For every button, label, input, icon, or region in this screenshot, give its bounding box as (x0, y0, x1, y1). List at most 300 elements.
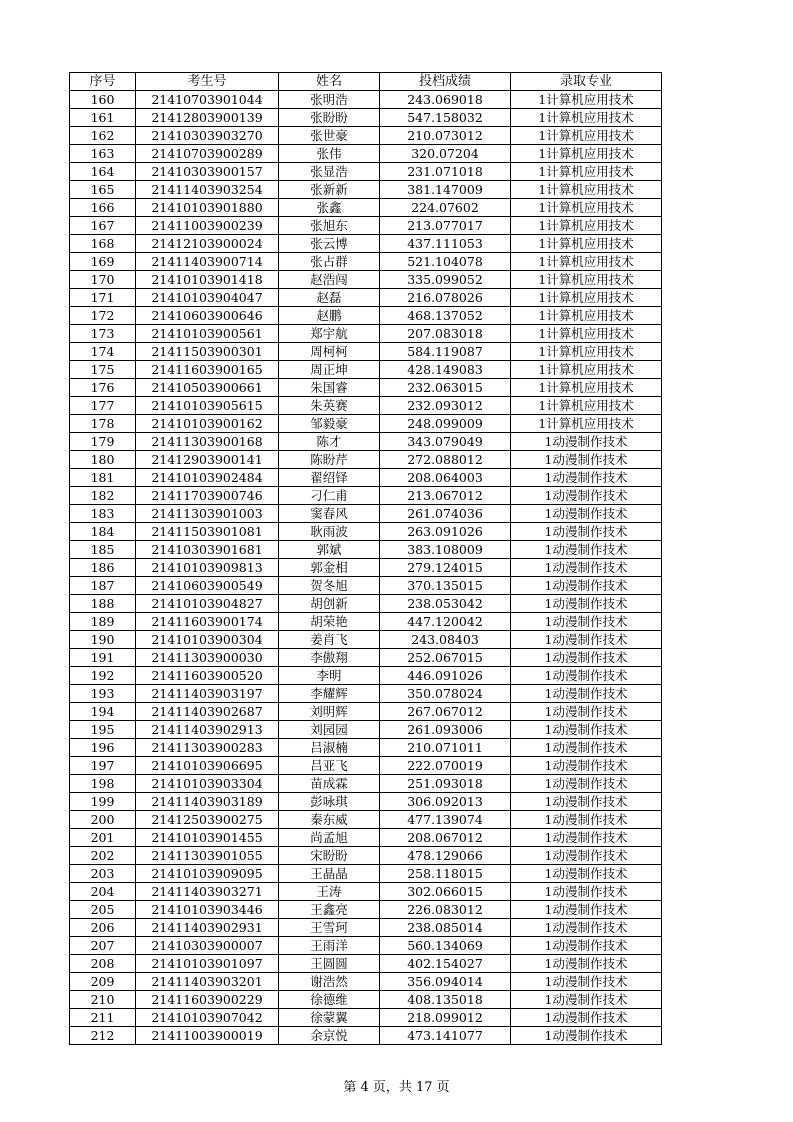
cell-name: 郭斌 (279, 541, 380, 559)
cell-seq: 162 (70, 127, 136, 145)
cell-seq: 166 (70, 199, 136, 217)
cell-major: 1计算机应用技术 (511, 235, 662, 253)
cell-score: 232.093012 (380, 397, 511, 415)
cell-name: 徐蒙翼 (279, 1009, 380, 1027)
cell-score: 222.070019 (380, 757, 511, 775)
cell-score: 521.104078 (380, 253, 511, 271)
cell-seq: 200 (70, 811, 136, 829)
page-number: 第 4 页，共 17 页 (343, 1080, 450, 1095)
cell-major: 1计算机应用技术 (511, 325, 662, 343)
cell-exam-id: 21411403902687 (136, 703, 279, 721)
cell-exam-id: 21410103909813 (136, 559, 279, 577)
table-row (70, 415, 662, 433)
cell-name: 翟绍铎 (279, 469, 380, 487)
cell-seq: 192 (70, 667, 136, 685)
cell-score: 446.091026 (380, 667, 511, 685)
table-row (70, 775, 662, 793)
table-row (70, 397, 662, 415)
cell-seq: 181 (70, 469, 136, 487)
cell-exam-id: 21411403903271 (136, 883, 279, 901)
cell-name: 王涛 (279, 883, 380, 901)
table-row (70, 865, 662, 883)
cell-seq: 169 (70, 253, 136, 271)
cell-major: 1动漫制作技术 (511, 667, 662, 685)
cell-exam-id: 21411403903254 (136, 181, 279, 199)
cell-seq: 184 (70, 523, 136, 541)
table-row (70, 379, 662, 397)
cell-score: 320.07204 (380, 145, 511, 163)
cell-seq: 191 (70, 649, 136, 667)
cell-name: 朱国睿 (279, 379, 380, 397)
cell-exam-id: 21411303900168 (136, 433, 279, 451)
cell-major: 1动漫制作技术 (511, 793, 662, 811)
cell-seq: 180 (70, 451, 136, 469)
cell-exam-id: 21410103904827 (136, 595, 279, 613)
cell-exam-id: 21410703900289 (136, 145, 279, 163)
cell-exam-id: 21410103901880 (136, 199, 279, 217)
cell-exam-id: 21410103900304 (136, 631, 279, 649)
cell-score: 267.067012 (380, 703, 511, 721)
cell-name: 李傲翔 (279, 649, 380, 667)
table-row (70, 361, 662, 379)
cell-exam-id: 21411603900165 (136, 361, 279, 379)
cell-major: 1动漫制作技术 (511, 703, 662, 721)
cell-major: 1动漫制作技术 (511, 631, 662, 649)
cell-exam-id: 21411303900030 (136, 649, 279, 667)
cell-seq: 202 (70, 847, 136, 865)
cell-major: 1动漫制作技术 (511, 487, 662, 505)
table-row (70, 487, 662, 505)
table-row (70, 505, 662, 523)
table-row (70, 181, 662, 199)
cell-score: 584.119087 (380, 343, 511, 361)
cell-name: 赵磊 (279, 289, 380, 307)
cell-exam-id: 21410703901044 (136, 91, 279, 109)
cell-name: 张新新 (279, 181, 380, 199)
table-row (70, 739, 662, 757)
cell-major: 1动漫制作技术 (511, 883, 662, 901)
cell-major: 1计算机应用技术 (511, 415, 662, 433)
cell-major: 1动漫制作技术 (511, 559, 662, 577)
cell-score: 306.092013 (380, 793, 511, 811)
cell-major: 1计算机应用技术 (511, 127, 662, 145)
table-row (70, 703, 662, 721)
table-row (70, 109, 662, 127)
cell-exam-id: 21411703900746 (136, 487, 279, 505)
cell-major: 1动漫制作技术 (511, 955, 662, 973)
table-row (70, 757, 662, 775)
cell-seq: 196 (70, 739, 136, 757)
table-row (70, 289, 662, 307)
cell-major: 1计算机应用技术 (511, 343, 662, 361)
cell-score: 218.099012 (380, 1009, 511, 1027)
cell-exam-id: 21412903900141 (136, 451, 279, 469)
cell-name: 刘园园 (279, 721, 380, 739)
table-row (70, 631, 662, 649)
cell-exam-id: 21411303901003 (136, 505, 279, 523)
cell-exam-id: 21410603900646 (136, 307, 279, 325)
cell-score: 279.124015 (380, 559, 511, 577)
cell-name: 赵浩闯 (279, 271, 380, 289)
table-row (70, 433, 662, 451)
cell-name: 王圆圆 (279, 955, 380, 973)
cell-name: 谢浩然 (279, 973, 380, 991)
table-row (70, 973, 662, 991)
cell-score: 381.147009 (380, 181, 511, 199)
cell-exam-id: 21411403903189 (136, 793, 279, 811)
cell-major: 1动漫制作技术 (511, 595, 662, 613)
table-row (70, 883, 662, 901)
cell-exam-id: 21410103903304 (136, 775, 279, 793)
table-row (70, 649, 662, 667)
cell-score: 437.111053 (380, 235, 511, 253)
table-row (70, 235, 662, 253)
cell-seq: 168 (70, 235, 136, 253)
cell-exam-id: 21410603900549 (136, 577, 279, 595)
cell-major: 1计算机应用技术 (511, 379, 662, 397)
cell-seq: 190 (70, 631, 136, 649)
header-seq: 序号 (70, 73, 136, 91)
cell-seq: 212 (70, 1027, 136, 1045)
cell-score: 356.094014 (380, 973, 511, 991)
cell-score: 263.091026 (380, 523, 511, 541)
cell-score: 272.088012 (380, 451, 511, 469)
cell-major: 1计算机应用技术 (511, 289, 662, 307)
cell-name: 王晶晶 (279, 865, 380, 883)
cell-exam-id: 21411503901081 (136, 523, 279, 541)
cell-score: 210.071011 (380, 739, 511, 757)
cell-name: 张伟 (279, 145, 380, 163)
cell-exam-id: 21411603900229 (136, 991, 279, 1009)
table-header-row (70, 73, 662, 91)
cell-name: 秦东威 (279, 811, 380, 829)
cell-major: 1计算机应用技术 (511, 271, 662, 289)
cell-score: 231.071018 (380, 163, 511, 181)
table-row (70, 901, 662, 919)
cell-name: 陈才 (279, 433, 380, 451)
cell-major: 1动漫制作技术 (511, 469, 662, 487)
table-row (70, 541, 662, 559)
cell-exam-id: 21410103904047 (136, 289, 279, 307)
cell-major: 1计算机应用技术 (511, 253, 662, 271)
cell-exam-id: 21411403902931 (136, 919, 279, 937)
cell-exam-id: 21410103900561 (136, 325, 279, 343)
cell-major: 1动漫制作技术 (511, 829, 662, 847)
table-row (70, 523, 662, 541)
cell-seq: 172 (70, 307, 136, 325)
cell-major: 1动漫制作技术 (511, 523, 662, 541)
cell-score: 232.063015 (380, 379, 511, 397)
cell-major: 1计算机应用技术 (511, 163, 662, 181)
cell-score: 252.067015 (380, 649, 511, 667)
cell-score: 477.139074 (380, 811, 511, 829)
cell-major: 1动漫制作技术 (511, 685, 662, 703)
cell-name: 徐德维 (279, 991, 380, 1009)
cell-major: 1动漫制作技术 (511, 721, 662, 739)
cell-name: 吕淑楠 (279, 739, 380, 757)
cell-score: 447.120042 (380, 613, 511, 631)
table-row (70, 595, 662, 613)
table-row (70, 91, 662, 109)
table-row (70, 577, 662, 595)
cell-major: 1计算机应用技术 (511, 181, 662, 199)
cell-name: 张世豪 (279, 127, 380, 145)
table-row (70, 217, 662, 235)
cell-name: 尚孟旭 (279, 829, 380, 847)
cell-seq: 182 (70, 487, 136, 505)
cell-score: 251.093018 (380, 775, 511, 793)
cell-seq: 165 (70, 181, 136, 199)
cell-score: 261.093006 (380, 721, 511, 739)
cell-name: 张盼盼 (279, 109, 380, 127)
cell-seq: 208 (70, 955, 136, 973)
cell-seq: 199 (70, 793, 136, 811)
cell-seq: 193 (70, 685, 136, 703)
table-row (70, 163, 662, 181)
cell-score: 370.135015 (380, 577, 511, 595)
cell-exam-id: 21410103907042 (136, 1009, 279, 1027)
cell-seq: 195 (70, 721, 136, 739)
cell-major: 1动漫制作技术 (511, 1027, 662, 1045)
cell-score: 258.118015 (380, 865, 511, 883)
cell-seq: 209 (70, 973, 136, 991)
table-row (70, 325, 662, 343)
cell-major: 1动漫制作技术 (511, 811, 662, 829)
cell-seq: 211 (70, 1009, 136, 1027)
cell-seq: 210 (70, 991, 136, 1009)
cell-name: 张占群 (279, 253, 380, 271)
cell-exam-id: 21410103903446 (136, 901, 279, 919)
table-row (70, 559, 662, 577)
header-score: 投档成绩 (380, 73, 511, 91)
cell-name: 周柯柯 (279, 343, 380, 361)
cell-seq: 167 (70, 217, 136, 235)
cell-exam-id: 21411603900520 (136, 667, 279, 685)
cell-name: 苗成霖 (279, 775, 380, 793)
cell-major: 1计算机应用技术 (511, 217, 662, 235)
cell-major: 1动漫制作技术 (511, 901, 662, 919)
cell-score: 243.069018 (380, 91, 511, 109)
cell-exam-id: 21411403903201 (136, 973, 279, 991)
cell-exam-id: 21410103901418 (136, 271, 279, 289)
cell-seq: 205 (70, 901, 136, 919)
table-row (70, 811, 662, 829)
cell-major: 1动漫制作技术 (511, 433, 662, 451)
cell-major: 1动漫制作技术 (511, 937, 662, 955)
cell-seq: 170 (70, 271, 136, 289)
cell-exam-id: 21410303901681 (136, 541, 279, 559)
cell-seq: 177 (70, 397, 136, 415)
cell-score: 547.158032 (380, 109, 511, 127)
cell-score: 216.078026 (380, 289, 511, 307)
header-major: 录取专业 (511, 73, 662, 91)
cell-name: 邹毅豪 (279, 415, 380, 433)
cell-name: 王鑫亮 (279, 901, 380, 919)
cell-major: 1计算机应用技术 (511, 145, 662, 163)
cell-name: 郭金相 (279, 559, 380, 577)
table-row (70, 829, 662, 847)
cell-exam-id: 21411403900714 (136, 253, 279, 271)
cell-seq: 198 (70, 775, 136, 793)
cell-exam-id: 21410103906695 (136, 757, 279, 775)
cell-major: 1计算机应用技术 (511, 109, 662, 127)
cell-exam-id: 21411403902913 (136, 721, 279, 739)
cell-exam-id: 21411003900019 (136, 1027, 279, 1045)
cell-exam-id: 21411303901055 (136, 847, 279, 865)
cell-major: 1动漫制作技术 (511, 613, 662, 631)
cell-name: 贺冬旭 (279, 577, 380, 595)
cell-score: 238.085014 (380, 919, 511, 937)
cell-name: 窦春风 (279, 505, 380, 523)
header-exam-id: 考生号 (136, 73, 279, 91)
cell-major: 1动漫制作技术 (511, 649, 662, 667)
table-row (70, 1009, 662, 1027)
cell-major: 1动漫制作技术 (511, 991, 662, 1009)
cell-exam-id: 21410303900007 (136, 937, 279, 955)
cell-major: 1动漫制作技术 (511, 541, 662, 559)
cell-seq: 197 (70, 757, 136, 775)
cell-major: 1动漫制作技术 (511, 505, 662, 523)
admission-table (69, 72, 662, 1045)
cell-name: 张旭东 (279, 217, 380, 235)
table-row (70, 937, 662, 955)
cell-score: 261.074036 (380, 505, 511, 523)
table-row (70, 307, 662, 325)
cell-seq: 207 (70, 937, 136, 955)
cell-score: 208.067012 (380, 829, 511, 847)
cell-exam-id: 21411503900301 (136, 343, 279, 361)
cell-seq: 194 (70, 703, 136, 721)
cell-name: 姜肖飞 (279, 631, 380, 649)
table-row (70, 469, 662, 487)
cell-exam-id: 21411003900239 (136, 217, 279, 235)
table-row (70, 343, 662, 361)
cell-score: 343.079049 (380, 433, 511, 451)
cell-score: 473.141077 (380, 1027, 511, 1045)
cell-name: 王雨洋 (279, 937, 380, 955)
table-row (70, 667, 662, 685)
cell-score: 238.053042 (380, 595, 511, 613)
cell-major: 1动漫制作技术 (511, 451, 662, 469)
cell-major: 1计算机应用技术 (511, 91, 662, 109)
cell-score: 478.129066 (380, 847, 511, 865)
cell-seq: 206 (70, 919, 136, 937)
cell-name: 余京悦 (279, 1027, 380, 1045)
cell-name: 吕亚飞 (279, 757, 380, 775)
cell-name: 郑宇航 (279, 325, 380, 343)
cell-seq: 183 (70, 505, 136, 523)
cell-name: 张鑫 (279, 199, 380, 217)
cell-seq: 203 (70, 865, 136, 883)
cell-exam-id: 21412503900275 (136, 811, 279, 829)
cell-score: 402.154027 (380, 955, 511, 973)
table-row (70, 847, 662, 865)
cell-seq: 188 (70, 595, 136, 613)
cell-score: 243.08403 (380, 631, 511, 649)
cell-seq: 160 (70, 91, 136, 109)
cell-major: 1动漫制作技术 (511, 973, 662, 991)
cell-name: 耿雨波 (279, 523, 380, 541)
cell-name: 胡荣艳 (279, 613, 380, 631)
table-row (70, 919, 662, 937)
table-row (70, 793, 662, 811)
cell-score: 408.135018 (380, 991, 511, 1009)
cell-name: 李明 (279, 667, 380, 685)
table-row (70, 145, 662, 163)
cell-exam-id: 21410103901455 (136, 829, 279, 847)
cell-score: 428.149083 (380, 361, 511, 379)
cell-name: 胡创新 (279, 595, 380, 613)
table-row (70, 271, 662, 289)
table-row (70, 199, 662, 217)
cell-seq: 189 (70, 613, 136, 631)
cell-score: 207.083018 (380, 325, 511, 343)
cell-major: 1动漫制作技术 (511, 1009, 662, 1027)
header-name: 姓名 (279, 73, 380, 91)
cell-exam-id: 21411403903197 (136, 685, 279, 703)
cell-exam-id: 21411303900283 (136, 739, 279, 757)
cell-score: 248.099009 (380, 415, 511, 433)
cell-name: 彭咏琪 (279, 793, 380, 811)
cell-name: 张云博 (279, 235, 380, 253)
cell-seq: 174 (70, 343, 136, 361)
cell-name: 刘明辉 (279, 703, 380, 721)
cell-major: 1计算机应用技术 (511, 307, 662, 325)
cell-seq: 163 (70, 145, 136, 163)
cell-name: 朱英赛 (279, 397, 380, 415)
table-row (70, 451, 662, 469)
cell-score: 302.066015 (380, 883, 511, 901)
cell-seq: 173 (70, 325, 136, 343)
cell-seq: 186 (70, 559, 136, 577)
cell-seq: 171 (70, 289, 136, 307)
cell-score: 210.073012 (380, 127, 511, 145)
cell-score: 226.083012 (380, 901, 511, 919)
table-row (70, 127, 662, 145)
cell-major: 1动漫制作技术 (511, 757, 662, 775)
cell-exam-id: 21410503900661 (136, 379, 279, 397)
cell-major: 1动漫制作技术 (511, 847, 662, 865)
cell-exam-id: 21412103900024 (136, 235, 279, 253)
table-row (70, 955, 662, 973)
cell-name: 陈盼芹 (279, 451, 380, 469)
cell-major: 1动漫制作技术 (511, 865, 662, 883)
cell-name: 李耀辉 (279, 685, 380, 703)
cell-exam-id: 21411603900174 (136, 613, 279, 631)
cell-score: 383.108009 (380, 541, 511, 559)
table-row (70, 721, 662, 739)
cell-exam-id: 21410103900162 (136, 415, 279, 433)
cell-exam-id: 21412803900139 (136, 109, 279, 127)
cell-major: 1动漫制作技术 (511, 919, 662, 937)
cell-score: 468.137052 (380, 307, 511, 325)
cell-seq: 164 (70, 163, 136, 181)
table-row (70, 991, 662, 1009)
cell-exam-id: 21410303900157 (136, 163, 279, 181)
cell-score: 560.134069 (380, 937, 511, 955)
cell-seq: 175 (70, 361, 136, 379)
cell-exam-id: 21410103902484 (136, 469, 279, 487)
cell-major: 1动漫制作技术 (511, 775, 662, 793)
cell-seq: 176 (70, 379, 136, 397)
cell-seq: 179 (70, 433, 136, 451)
cell-seq: 185 (70, 541, 136, 559)
cell-score: 213.067012 (380, 487, 511, 505)
cell-exam-id: 21410103909095 (136, 865, 279, 883)
cell-major: 1计算机应用技术 (511, 361, 662, 379)
cell-exam-id: 21410103905615 (136, 397, 279, 415)
cell-score: 213.077017 (380, 217, 511, 235)
